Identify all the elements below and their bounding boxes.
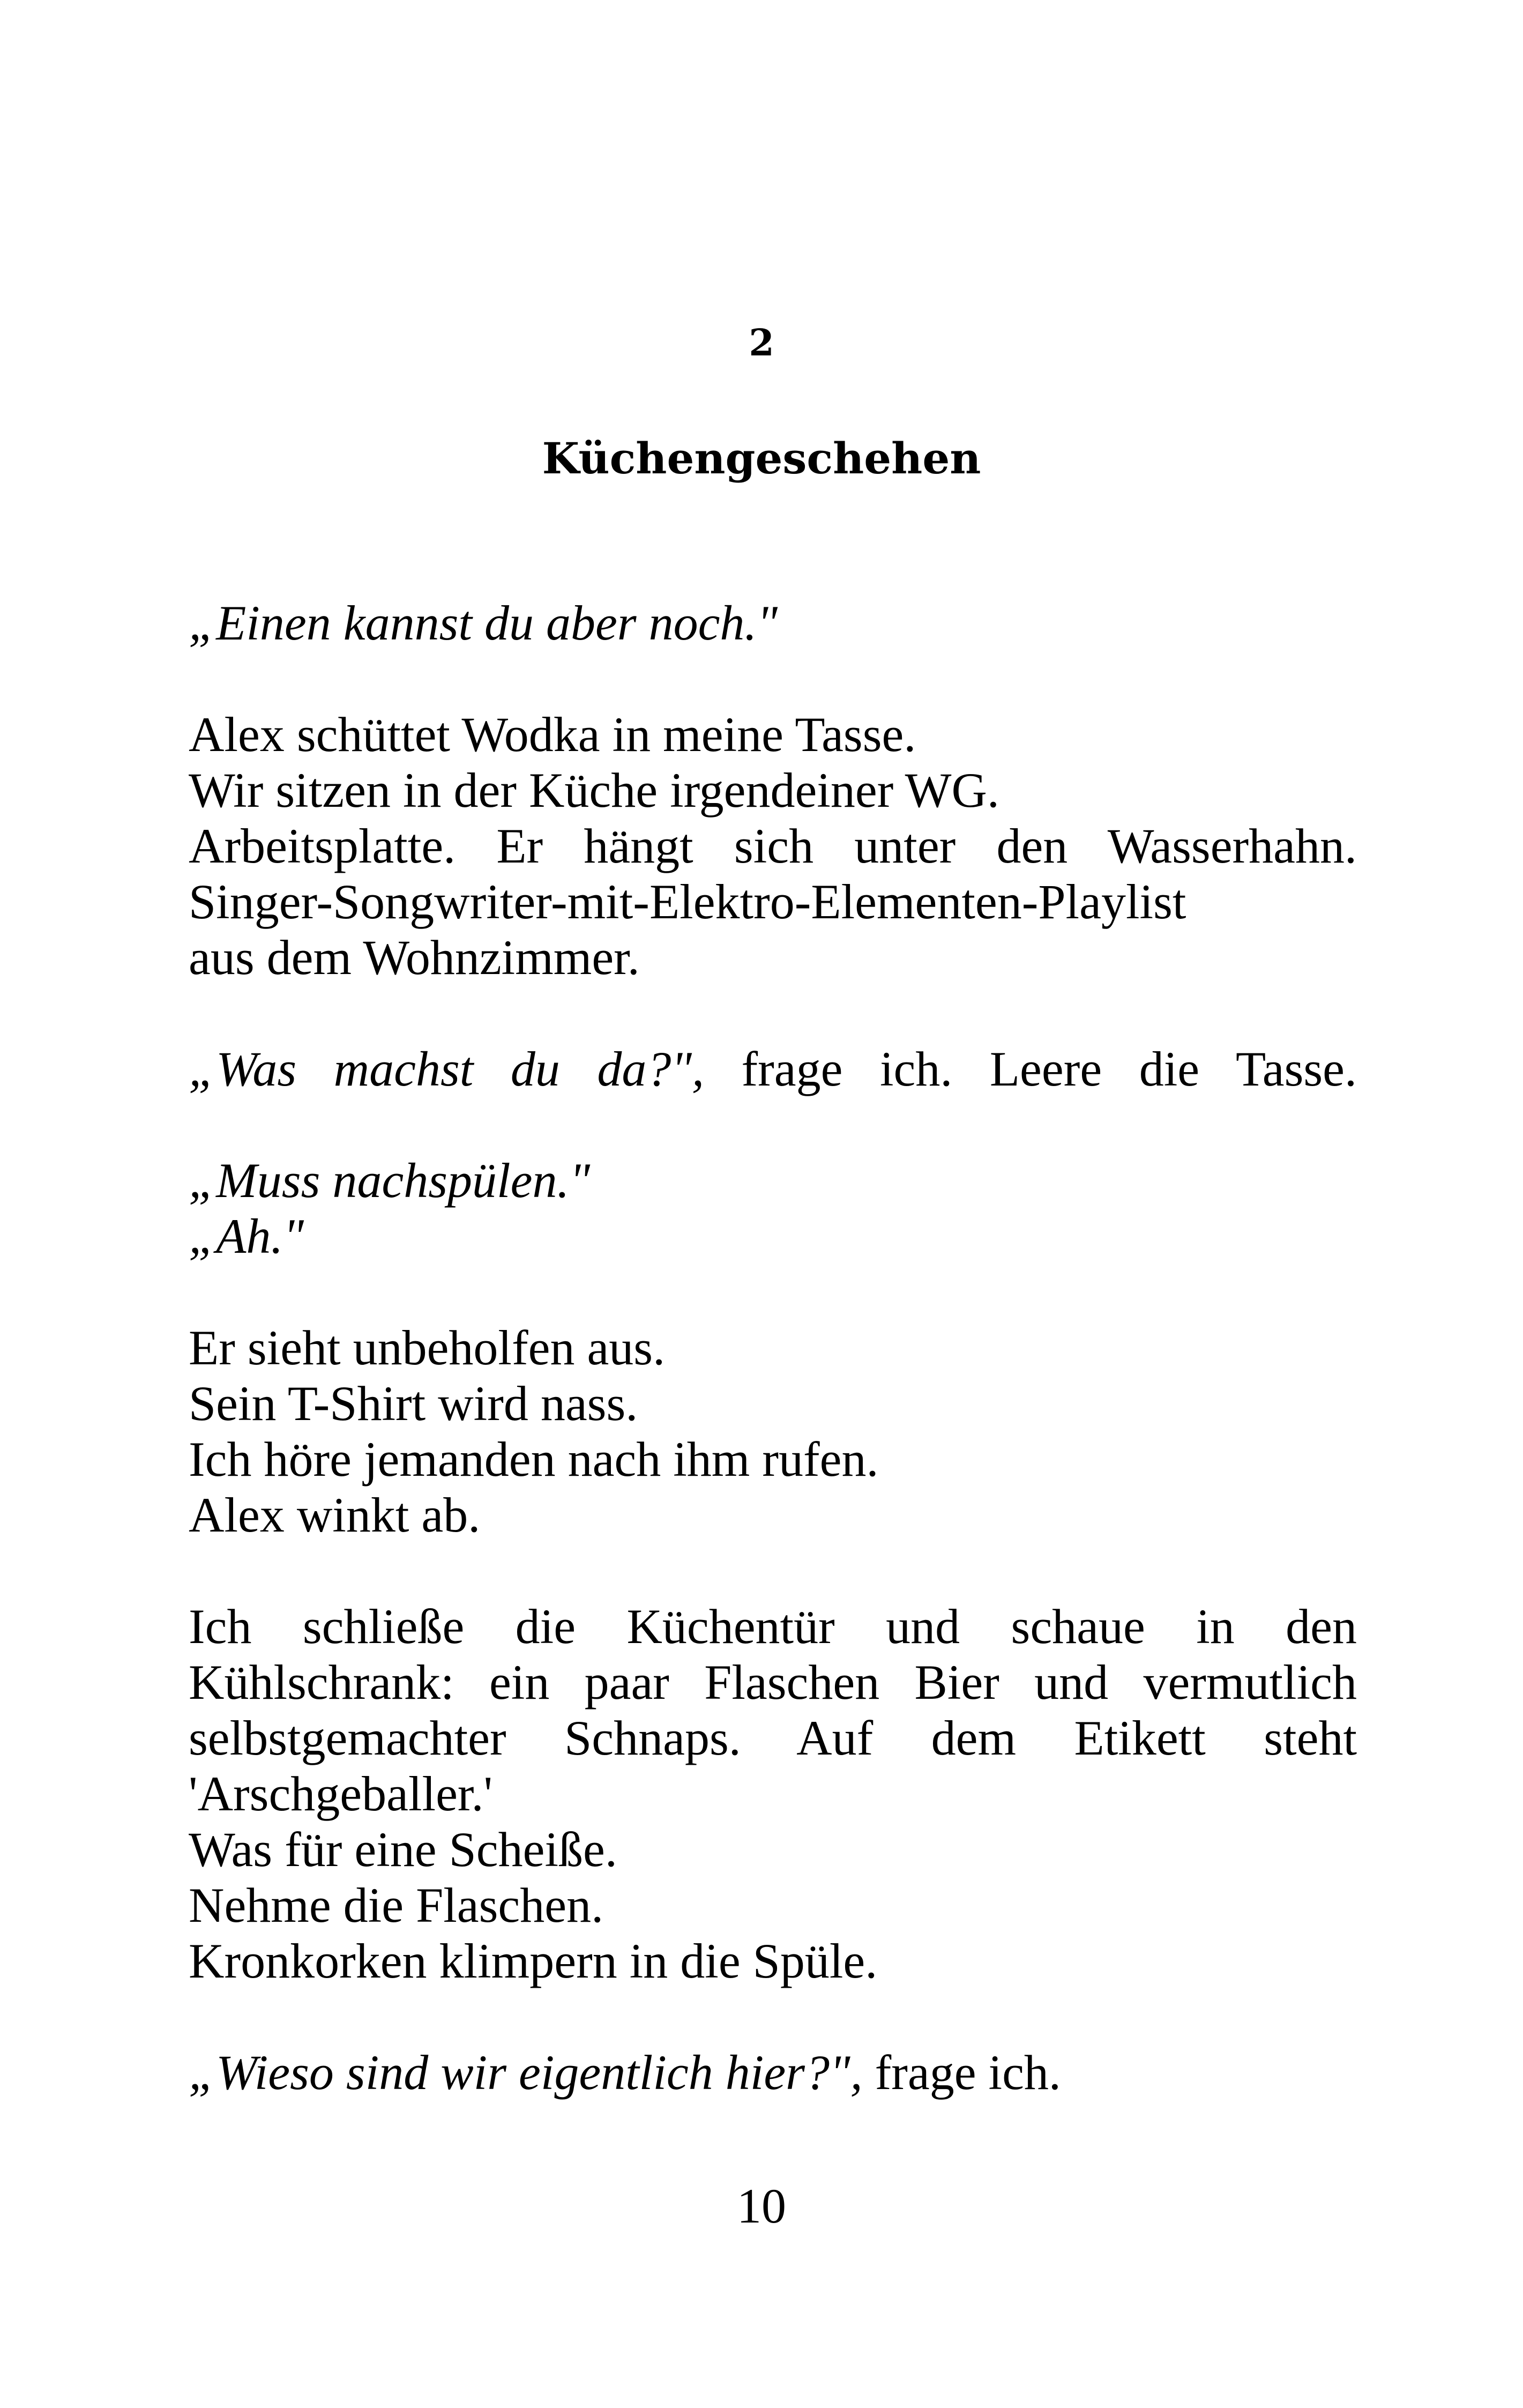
text-line: Sein T-Shirt wird nass. <box>189 1376 638 1431</box>
paragraph-3 <box>189 1041 1357 1097</box>
text-line <box>189 1153 1357 1208</box>
paragraph-7 <box>189 2045 1357 2100</box>
paragraph-1 <box>189 595 1357 651</box>
text-line: Wir sitzen in der Küche irgendeiner WG. <box>189 763 999 817</box>
dialogue: „Wieso sind wir eigentlich hier?", <box>189 2045 863 2100</box>
narration: frage ich. <box>862 2045 1061 2100</box>
text-line: selbstgemachter Schnaps. Auf dem Etikett steht <box>189 1711 1357 1765</box>
paragraph-5 <box>189 1320 1357 1543</box>
dialogue: „Muss nachspülen." <box>189 1153 591 1208</box>
chapter-number: 2 <box>749 322 774 365</box>
paragraph-2 <box>189 707 1357 985</box>
paragraph-4 <box>189 1153 1357 1264</box>
text-line: Was für eine Scheiße. <box>189 1822 617 1877</box>
text-line: Ich schließe die Küchentür und schaue in den <box>189 1599 1357 1654</box>
paragraph-6 <box>189 1599 1357 1989</box>
dialogue: „Einen kannst du aber noch." <box>189 596 778 650</box>
text-line: aus dem Wohnzimmer. <box>189 930 640 985</box>
dialogue: „Was machst du da?", <box>189 1042 704 1096</box>
text-line: Alex schüttet Wodka in meine Tasse. <box>189 707 916 762</box>
text-line: Ich höre jemanden nach ihm rufen. <box>189 1432 879 1487</box>
dialogue: „Ah." <box>189 1209 304 1264</box>
text-line: Nehme die Flaschen. <box>189 1878 604 1933</box>
text-line: Singer-Songwriter-mit-Elektro-Elementen-Playlist <box>189 874 1186 929</box>
text-line: Arbeitsplatte. Er hängt sich unter den Wasserhahn. <box>189 819 1357 873</box>
text-line: Kronkorken klimpern in die Spüle. <box>189 1934 878 1988</box>
body-text <box>189 595 1357 2156</box>
text-line: Kühlschrank: ein paar Flaschen Bier und vermutlich <box>189 1655 1357 1710</box>
text-line <box>189 1208 1357 1264</box>
text-line <box>189 595 1357 651</box>
chapter-title: Küchengeschehen <box>542 433 981 484</box>
page-number: 10 <box>737 2179 786 2233</box>
text-line: Alex winkt ab. <box>189 1488 481 1542</box>
narration: frage ich. Leere die Tasse. <box>704 1042 1357 1096</box>
text-line: 'Arschgeballer.' <box>189 1766 493 1821</box>
text-line <box>189 2045 1357 2100</box>
text-line: Er sieht unbeholfen aus. <box>189 1320 666 1375</box>
text-line <box>189 1041 1357 1097</box>
